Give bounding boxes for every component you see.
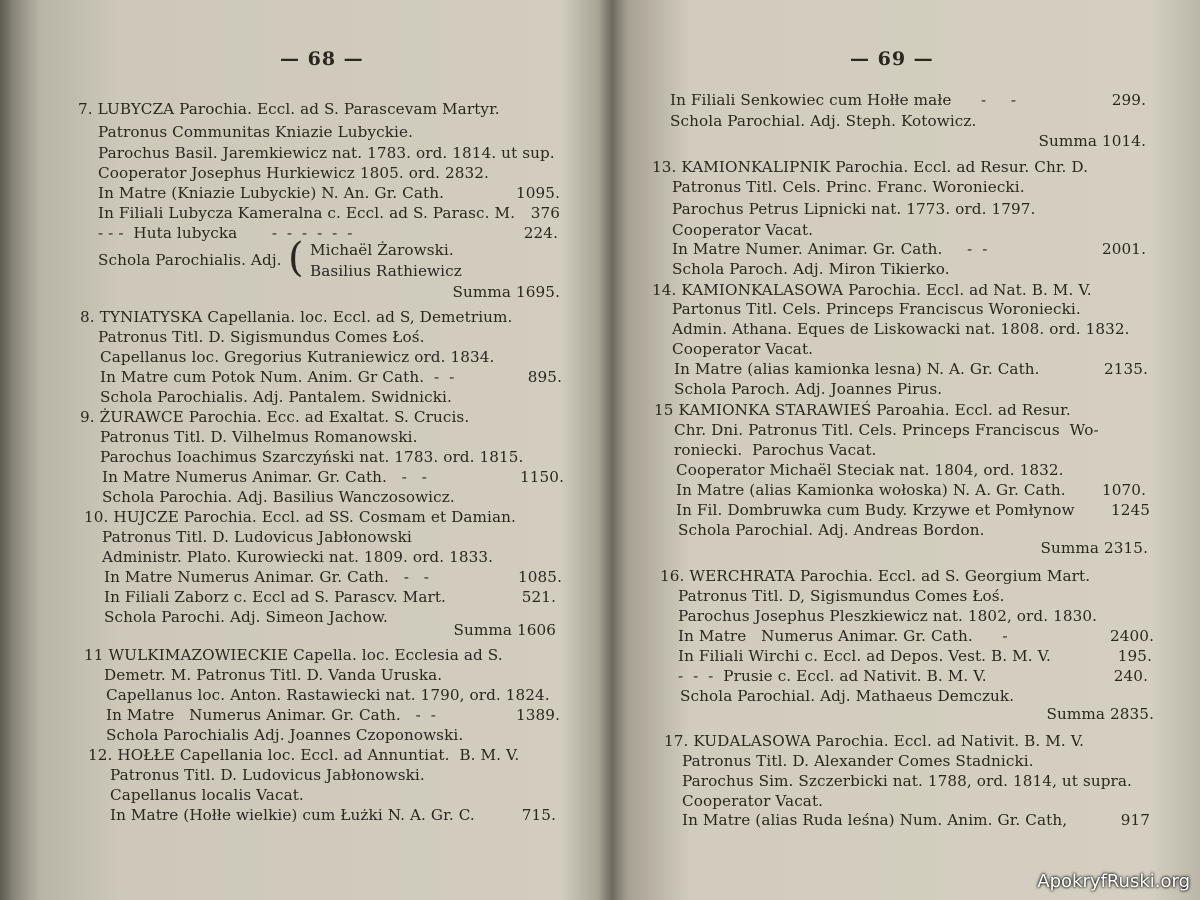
entry-heading: 10. HUJCZE Parochia. Eccl. ad SS. Cosmam et Damian. [84,508,516,526]
text-line: Patronus Titl. D. Alexander Comes Stadnicki. [682,752,1034,770]
text-line: Patronus Communitas Kniazie Lubyckie. [98,123,414,141]
entry-heading: 8. TYNIATYSKA Capellania. loc. Eccl. ad S, Demetrium. [80,308,513,326]
text-line: Capellanus loc. Gregorius Kutraniewicz ord. 1834. [100,348,495,366]
text-line: Capellanus localis Vacat. [110,786,304,804]
text-line: Patronus Titl. D. Sigismundus Comes Łoś. [98,328,425,346]
text-line: In Matre (Kniazie Lubyckie) N. An. Gr. Cath. 1095. [98,184,560,202]
text-line: In Matre Numerus Animar. Gr. Cath. - - 1085. [104,568,562,586]
text-line: Patronus Titl. D. Ludovicus Jabłonowski [102,528,412,546]
text-line: Chr. Dni. Patronus Titl. Cels. Princeps Franciscus Wo- [674,421,1099,439]
left-page: — 68 — 7. LUBYCZA Parochia. Eccl. ad S. Parascevam Martyr. Patronus Communitas Kniazie Lubyckie. Parochus Basil. Jaremkiewicz nat. 1783. ord. 1814. ut sup. Cooperator Josephus Hurkiewicz 1805. ord. 2832. In Matre (Kniazie Lubyckie) N. An. Gr. Cath. 1095. In Filiali Lubycza Kameralna c. Eccl. ad S. Parasc. M. 376 - - - Huta lubycka - - - - - - 224. Schola Parochialis. Adj. ( Michaël Żarowski. Basilius Rathiewicz Summa 1695. 8. TYNIATYSKA Capellania. loc. Eccl. ad S, Demetrium. Patronus Titl. D. Sigismundus Comes Łoś. Capellanus loc. Gregorius Kutraniewicz ord. 1834. In Matre cum Potok Num. Anim. Gr Cath. - - 895. Schola Parochialis. Adj. Pantalem. Swidnicki. 9. ŻURAWCE Parochia. Ecc. ad Exaltat. S. Crucis. Patronus Titl. D. Vilhelmus Romanowski. Parochus Ioachimus Szarczyński nat. 1783. ord. 1815. In Matre Numerus Animar. Gr. Cath. - - 1150. Schola Parochia. Adj. Basilius Wanczosowicz. 10. HUJCZE Parochia. Eccl. ad SS. Cosmam et Damian. Patronus Titl. D. Ludovicus Jabłonowski Administr. Plato. Kurowiecki nat. 1809. ord. 1833. In Matre Numerus Animar. Gr. Cath. - - 1085. In Filiali Zaborz c. Eccl ad S. Parascv. Mart. 521. Schola Parochi. Adj. Simeon Jachow. Summa 1606 11 WULKIMAZOWIECKIE Capella. loc. Ecclesia ad S. Demetr. M. Patronus Titl. D. Vanda Uruska. Capellanus loc. Anton. Rastawiecki nat. 1790, ord. 1824. In Matre Numerus Animar. Gr. Cath. - - 1389. Schola Parochialis Adj. Joannes Czoponowski. 12. HOŁŁE Capellania loc. Eccl. ad Annuntiat. B. M. V. Patronus Titl. D. Ludovicus Jabłonowski. Capellanus localis Vacat. In Matre (Hołłe wielkie) cum Łużki N. A. Gr. C. 715. [70,0,570,900]
entry-heading: 15 KAMIONKA STARAWIEŚ Paroahia. Eccl. ad Resur. [654,401,1071,419]
text-line: Parochus Petrus Lipnicki nat. 1773. ord. 1797. [672,200,1036,218]
text-line: Capellanus loc. Anton. Rastawiecki nat. 1790, ord. 1824. [106,686,550,704]
watermark: ApokryfRuski.org [1037,871,1190,892]
text-line: Cooperator Michaël Steciak nat. 1804, ord. 1832. [676,461,1064,479]
text-line: In Matre cum Potok Num. Anim. Gr Cath. - - 895. [100,368,562,386]
text-line: Schola Parochi. Adj. Simeon Jachow. [104,608,388,626]
text-line: Patronus Titl. D. Vilhelmus Romanowski. [100,428,418,446]
text-line: In Matre (alias Kamionka wołoska) N. A. Gr. Cath. 1070. [676,481,1146,499]
text-line: Schola Parochial. Adj. Andreas Bordon. [678,521,985,539]
text-line: Demetr. M. Patronus Titl. D. Vanda Uruska. [104,666,443,684]
text-line: Schola Paroch. Adj. Miron Tikierko. [672,260,950,278]
text-line: Administr. Plato. Kurowiecki nat. 1809. ord. 1833. [102,548,494,566]
text-line: In Filiali Wirchi c. Eccl. ad Depos. Vest. B. M. V. 195. [678,647,1152,665]
text-line: Patronus Titl. D. Ludovicus Jabłonowski. [110,766,425,784]
text-line: In Filiali Lubycza Kameralna c. Eccl. ad S. Parasc. M. 376 [98,204,560,222]
text-line: Parochus Basil. Jaremkiewicz nat. 1783. ord. 1814. ut sup. [98,144,555,162]
text-line: In Fil. Dombruwka cum Budy. Krzywe et Pomłynow 1245 [676,501,1150,519]
text-line: - - - Prusie c. Eccl. ad Nativit. B. M. V. 240. [678,667,1148,685]
text-line: In Filiali Zaborz c. Eccl ad S. Parascv. Mart. 521. [104,588,556,606]
entry-heading: 17. KUDALASOWA Parochia. Eccl. ad Nativit. B. M. V. [664,732,1085,750]
text-line: Cooperator Josephus Hurkiewicz 1805. ord. 2832. [98,164,489,182]
text-line: Michaël Żarowski. [310,241,454,259]
text-line: Basilius Rathiewicz [310,262,462,280]
text-line: Schola Parochial. Adj. Mathaeus Demczuk. [680,687,1015,705]
text-line: Parochus Josephus Pleszkiewicz nat. 1802, ord. 1830. [678,607,1098,625]
text-line: In Matre (alias Ruda leśna) Num. Anim. Gr. Cath, 917 [682,811,1150,829]
text-line: Parochus Sim. Szczerbicki nat. 1788, ord. 1814, ut supra. [682,772,1132,790]
text-line: Schola Parochialis. Adj. [98,251,282,269]
brace: ( [288,235,304,281]
text-line: roniecki. Parochus Vacat. [674,441,877,459]
entry-heading: 12. HOŁŁE Capellania loc. Eccl. ad Annuntiat. B. M. V. [88,746,520,764]
text-line: Patronus Titl. Cels. Princ. Franc. Woroniecki. [672,178,1025,196]
entry-heading: 14. KAMIONKALASOWA Parochia. Eccl. ad Nat. B. M. V. [652,281,1092,299]
text-line: - - - Huta lubycka - - - - - - 224. [98,224,558,242]
text-line: In Matre Numer. Animar. Gr. Cath. - - 2001. [672,240,1146,258]
entry-heading: 11 WULKIMAZOWIECKIE Capella. loc. Ecclesia ad S. [84,646,503,664]
text-line: Partonus Titl. Cels. Princeps Franciscus Woroniecki. [672,300,1081,318]
entry-heading: 9. ŻURAWCE Parochia. Ecc. ad Exaltat. S. Crucis. [80,408,470,426]
text-line: Schola Parochial. Adj. Steph. Kotowicz. [670,112,977,130]
text-line: In Matre Numerus Animar. Gr. Cath. - 2400. [678,627,1154,645]
text-line: Admin. Athana. Eques de Liskowacki nat. 1808. ord. 1832. [672,320,1130,338]
text-line: Cooperator Vacat. [672,221,814,239]
text-line: Cooperator Vacat. [672,340,814,358]
entry-heading: 16. WERCHRATA Parochia. Eccl. ad S. Georgium Mart. [660,567,1091,585]
text-line: Patronus Titl. D, Sigismundus Comes Łoś. [678,587,1005,605]
text-line: Parochus Ioachimus Szarczyński nat. 1783. ord. 1815. [100,448,524,466]
text-line: Schola Parochialis Adj. Joannes Czoponowski. [106,726,464,744]
page-number: — 69 — [850,48,934,70]
text-line: Schola Parochia. Adj. Basilius Wanczosowicz. [102,488,455,506]
text-line: In Filiali Senkowiec cum Hołłe małe - - 299. [670,91,1146,109]
text-line: In Matre (Hołłe wielkie) cum Łużki N. A. Gr. C. 715. [110,806,556,824]
text-line: Schola Paroch. Adj. Joannes Pirus. [674,380,943,398]
text-line: In Matre (alias kamionka lesna) N. A. Gr. Cath. 2135. [674,360,1148,378]
text-line: Schola Parochialis. Adj. Pantalem. Swidnicki. [100,388,452,406]
entry-heading: 13. KAMIONKALIPNIK Parochia. Eccl. ad Resur. Chr. D. [652,158,1089,176]
entry-heading: 7. LUBYCZA Parochia. Eccl. ad S. Parascevam Martyr. [78,100,500,118]
page-number: — 68 — [280,48,364,70]
text-line: Cooperator Vacat. [682,792,824,810]
text-line: In Matre Numerus Animar. Gr. Cath. - - 1150. [102,468,564,486]
right-page: — 69 — In Filiali Senkowiec cum Hołłe małe - - 299. Schola Parochial. Adj. Steph. Kotowicz. Summa 1014. 13. KAMIONKALIPNIK Parochia. Eccl. ad Resur. Chr. D. Patronus Titl. Cels. Princ. Franc. Woroniecki. Parochus Petrus Lipnicki nat. 1773. ord. 1797. Cooperator Vacat. In Matre Numer. Animar. Gr. Cath. - - 2001. Schola Paroch. Adj. Miron Tikierko. 14. KAMIONKALASOWA Parochia. Eccl. ad Nat. B. M. V. Partonus Titl. Cels. Princeps Franciscus Woroniecki. Admin. Athana. Eques de Liskowacki nat. 1808. ord. 1832. Cooperator Vacat. In Matre (alias kamionka lesna) N. A. Gr. Cath. 2135. Schola Paroch. Adj. Joannes Pirus. 15 KAMIONKA STARAWIEŚ Paroahia. Eccl. ad Resur. Chr. Dni. Patronus Titl. Cels. Princeps Franciscus Wo- roniecki. Parochus Vacat. Cooperator Michaël Steciak nat. 1804, ord. 1832. In Matre (alias Kamionka wołoska) N. A. Gr. Cath. 1070. In Fil. Dombruwka cum Budy. Krzywe et Pomłynow 1245 Schola Parochial. Adj. Andreas Bordon. Summa 2315. 16. WERCHRATA Parochia. Eccl. ad S. Georgium Mart. Patronus Titl. D, Sigismundus Comes Łoś. Parochus Josephus Pleszkiewicz nat. 1802, ord. 1830. In Matre Numerus Animar. Gr. Cath. - 2400. In Filiali Wirchi c. Eccl. ad Depos. Vest. B. M. V. 195. - - - Prusie c. Eccl. ad Nativit. B. M. V. 240. Schola Parochial. Adj. Mathaeus Demczuk. Summa 2835. 17. KUDALASOWA Parochia. Eccl. ad Nativit. B. M. V. Patronus Titl. D. Alexander Comes Stadnicki. Parochus Sim. Szczerbicki nat. 1788, ord. 1814, ut supra. Cooperator Vacat. In Matre (alias Ruda leśna) Num. Anim. Gr. Cath, 917 [640,0,1160,900]
text-line: In Matre Numerus Animar. Gr. Cath. - - 1389. [106,706,560,724]
